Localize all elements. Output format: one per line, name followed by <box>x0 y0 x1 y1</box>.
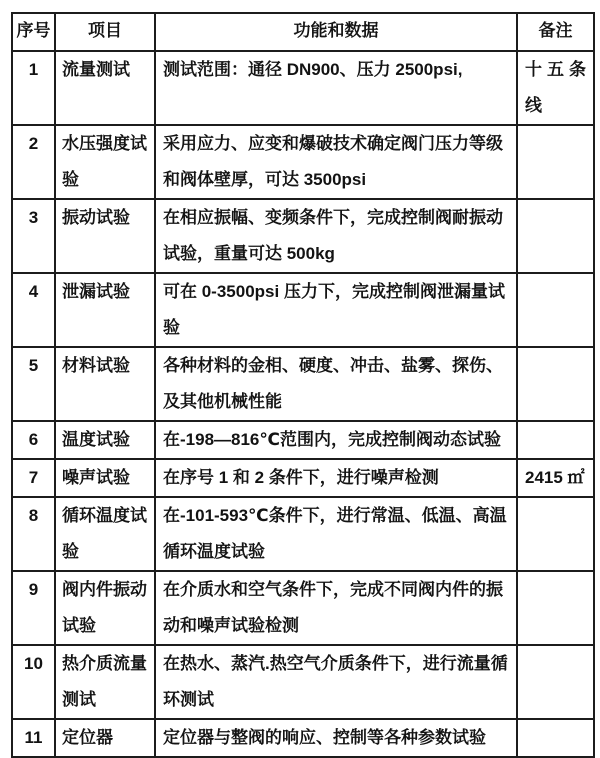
cell-function: 在-101-593℃条件下，进行常温、低温、高温循环温度试验 <box>155 497 517 571</box>
cell-remark <box>517 347 594 421</box>
col-header-no: 序号 <box>12 13 55 51</box>
cell-function: 在相应振幅、变频条件下，完成控制阀耐振动试验，重量可达 500kg <box>155 199 517 273</box>
cell-item: 材料试验 <box>55 347 155 421</box>
cell-remark <box>517 719 594 757</box>
cell-seq: 3 <box>12 199 55 273</box>
cell-function: 在热水、蒸汽.热空气介质条件下，进行流量循环测试 <box>155 645 517 719</box>
cell-item: 水压强度试验 <box>55 125 155 199</box>
cell-remark <box>517 273 594 347</box>
cell-remark <box>517 645 594 719</box>
cell-remark: 2415 ㎡ <box>517 459 594 497</box>
cell-seq: 2 <box>12 125 55 199</box>
cell-item: 振动试验 <box>55 199 155 273</box>
col-header-item: 项目 <box>55 13 155 51</box>
cell-function: 采用应力、应变和爆破技术确定阀门压力等级和阀体壁厚，可达 3500psi <box>155 125 517 199</box>
table-row <box>12 273 594 347</box>
table-row <box>12 571 594 645</box>
cell-seq: 11 <box>12 719 55 757</box>
cell-item: 循环温度试验 <box>55 497 155 571</box>
cell-remark <box>517 497 594 571</box>
table-row <box>12 497 594 571</box>
cell-seq: 4 <box>12 273 55 347</box>
cell-seq: 1 <box>12 51 55 125</box>
table-row <box>12 645 594 719</box>
cell-item: 泄漏试验 <box>55 273 155 347</box>
col-header-remark: 备注 <box>517 13 594 51</box>
cell-remark <box>517 125 594 199</box>
cell-function: 在-198—816℃范围内，完成控制阀动态试验 <box>155 421 517 459</box>
table-row <box>12 347 594 421</box>
test-items-table <box>11 12 595 758</box>
cell-item: 定位器 <box>55 719 155 757</box>
table-row <box>12 719 594 757</box>
cell-item: 热介质流量测试 <box>55 645 155 719</box>
table-row <box>12 421 594 459</box>
cell-function: 可在 0-3500psi 压力下，完成控制阀泄漏量试验 <box>155 273 517 347</box>
table-header-row <box>12 13 594 51</box>
cell-seq: 9 <box>12 571 55 645</box>
table-row <box>12 459 594 497</box>
cell-function: 测试范围：通径 DN900、压力 2500psi, <box>155 51 517 125</box>
table-row <box>12 51 594 125</box>
cell-item: 流量测试 <box>55 51 155 125</box>
table-row <box>12 125 594 199</box>
cell-seq: 8 <box>12 497 55 571</box>
cell-remark <box>517 571 594 645</box>
cell-seq: 10 <box>12 645 55 719</box>
cell-item: 噪声试验 <box>55 459 155 497</box>
cell-seq: 5 <box>12 347 55 421</box>
cell-function: 各种材料的金相、硬度、冲击、盐雾、探伤、及其他机械性能 <box>155 347 517 421</box>
cell-remark: 十五条线 <box>517 51 594 125</box>
table-row <box>12 199 594 273</box>
cell-function: 在介质水和空气条件下，完成不同阀内件的振动和噪声试验检测 <box>155 571 517 645</box>
cell-remark <box>517 199 594 273</box>
col-header-desc: 功能和数据 <box>155 13 517 51</box>
cell-function: 在序号 1 和 2 条件下，进行噪声检测 <box>155 459 517 497</box>
cell-seq: 6 <box>12 421 55 459</box>
cell-function: 定位器与整阀的响应、控制等各种参数试验 <box>155 719 517 757</box>
cell-remark <box>517 421 594 459</box>
cell-item: 温度试验 <box>55 421 155 459</box>
cell-seq: 7 <box>12 459 55 497</box>
cell-item: 阀内件振动试验 <box>55 571 155 645</box>
